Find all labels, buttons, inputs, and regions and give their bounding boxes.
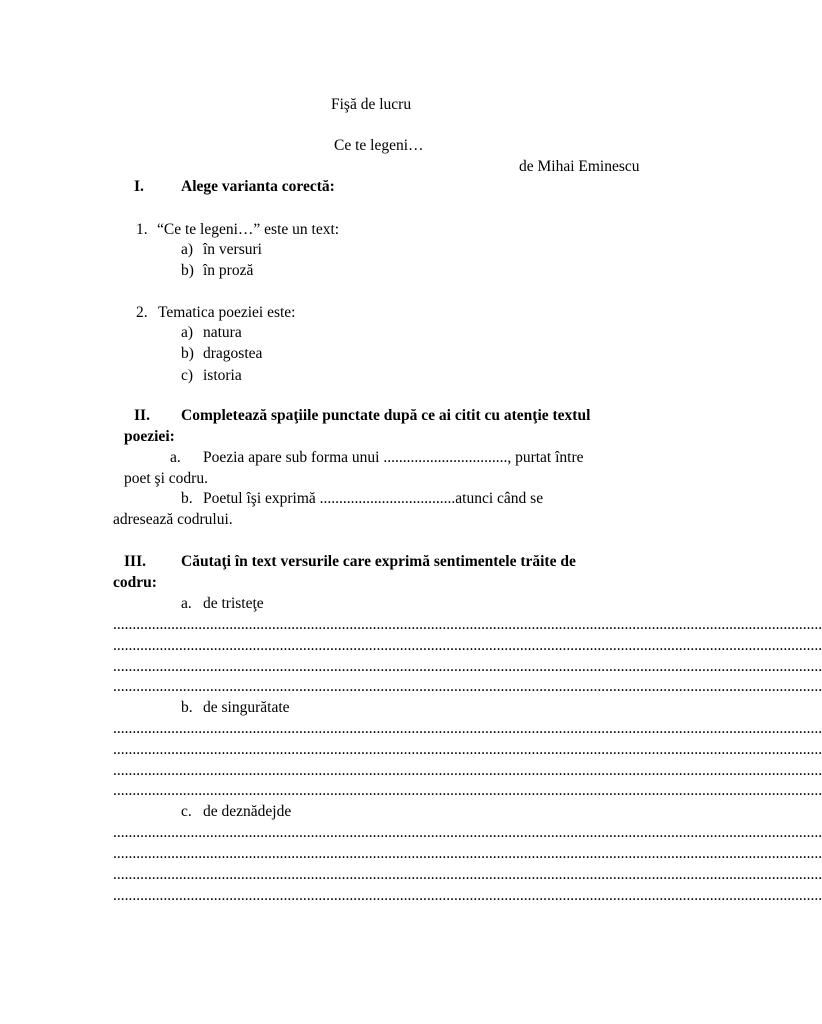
answer-line: ....................................................................................................................................................................................... [113,782,822,799]
item-3a-label: a. [181,595,192,612]
q1-option-a-text: în versuri [203,241,262,258]
section-2-numeral: II. [134,407,150,424]
q2-option-c-label: c) [181,367,194,384]
answer-line: ....................................................................................................................................................................................... [113,845,822,862]
question-1-text: “Ce te legeni…” este un text: [157,221,340,238]
answer-line: ....................................................................................................................................................................................... [113,616,822,633]
item-3c-label: c. [181,803,192,820]
q2-option-a-label: a) [181,324,194,341]
item-a-label: a. [170,449,181,466]
q2-option-a-text: natura [203,324,242,341]
item-3a-text: de tristeţe [203,595,264,612]
author-line: de Mihai Eminescu [519,158,640,175]
section-1-numeral: I. [134,178,144,195]
answer-line: ....................................................................................................................................................................................... [113,824,822,841]
q2-option-b-text: dragostea [203,345,263,362]
answer-line: ....................................................................................................................................................................................... [113,887,822,904]
question-1-number: 1. [136,221,148,238]
item-b-label: b. [181,490,193,507]
question-2-text: Tematica poeziei este: [158,304,296,321]
item-3c-text: de deznădejde [203,803,292,820]
q1-option-b-label: b) [181,262,194,279]
section-2-heading-line1: Completează spaţiile punctate după ce ai citit cu atenţie textul [181,407,591,424]
item-3b-label: b. [181,699,193,716]
section-3-heading-line1: Căutaţi în text versurile care exprimă sentimentele trăite de [181,553,576,570]
poem-title: Ce te legeni… [334,137,424,154]
answer-line: ....................................................................................................................................................................................... [113,741,822,758]
answer-line: ....................................................................................................................................................................................... [113,762,822,779]
worksheet-title: Fişă de lucru [331,96,412,113]
answer-line: ....................................................................................................................................................................................... [113,720,822,737]
q1-option-a-label: a) [181,241,194,258]
item-3b-text: de singurătate [203,699,290,716]
section-1-heading: Alege varianta corectă: [181,178,335,195]
answer-line: ....................................................................................................................................................................................... [113,678,822,695]
item-b-line1: Poetul îşi exprimă ...................................atunci când se [203,490,544,507]
answer-line: ....................................................................................................................................................................................... [113,866,822,883]
answer-line: ....................................................................................................................................................................................... [113,637,822,654]
section-2-heading-line2: poeziei: [124,428,175,445]
answer-line: ....................................................................................................................................................................................... [113,658,822,675]
item-a-line2: poet şi codru. [124,470,208,487]
q2-option-c-text: istoria [203,367,242,384]
item-a-line1: Poezia apare sub forma unui ................................, purtat între [203,449,584,466]
section-3-heading-line2: codru: [113,574,157,591]
q2-option-b-label: b) [181,345,194,362]
item-b-line2: adresează codrului. [113,511,233,528]
question-2-number: 2. [136,304,148,321]
q1-option-b-text: în proză [203,262,254,279]
section-3-numeral: III. [124,553,146,570]
